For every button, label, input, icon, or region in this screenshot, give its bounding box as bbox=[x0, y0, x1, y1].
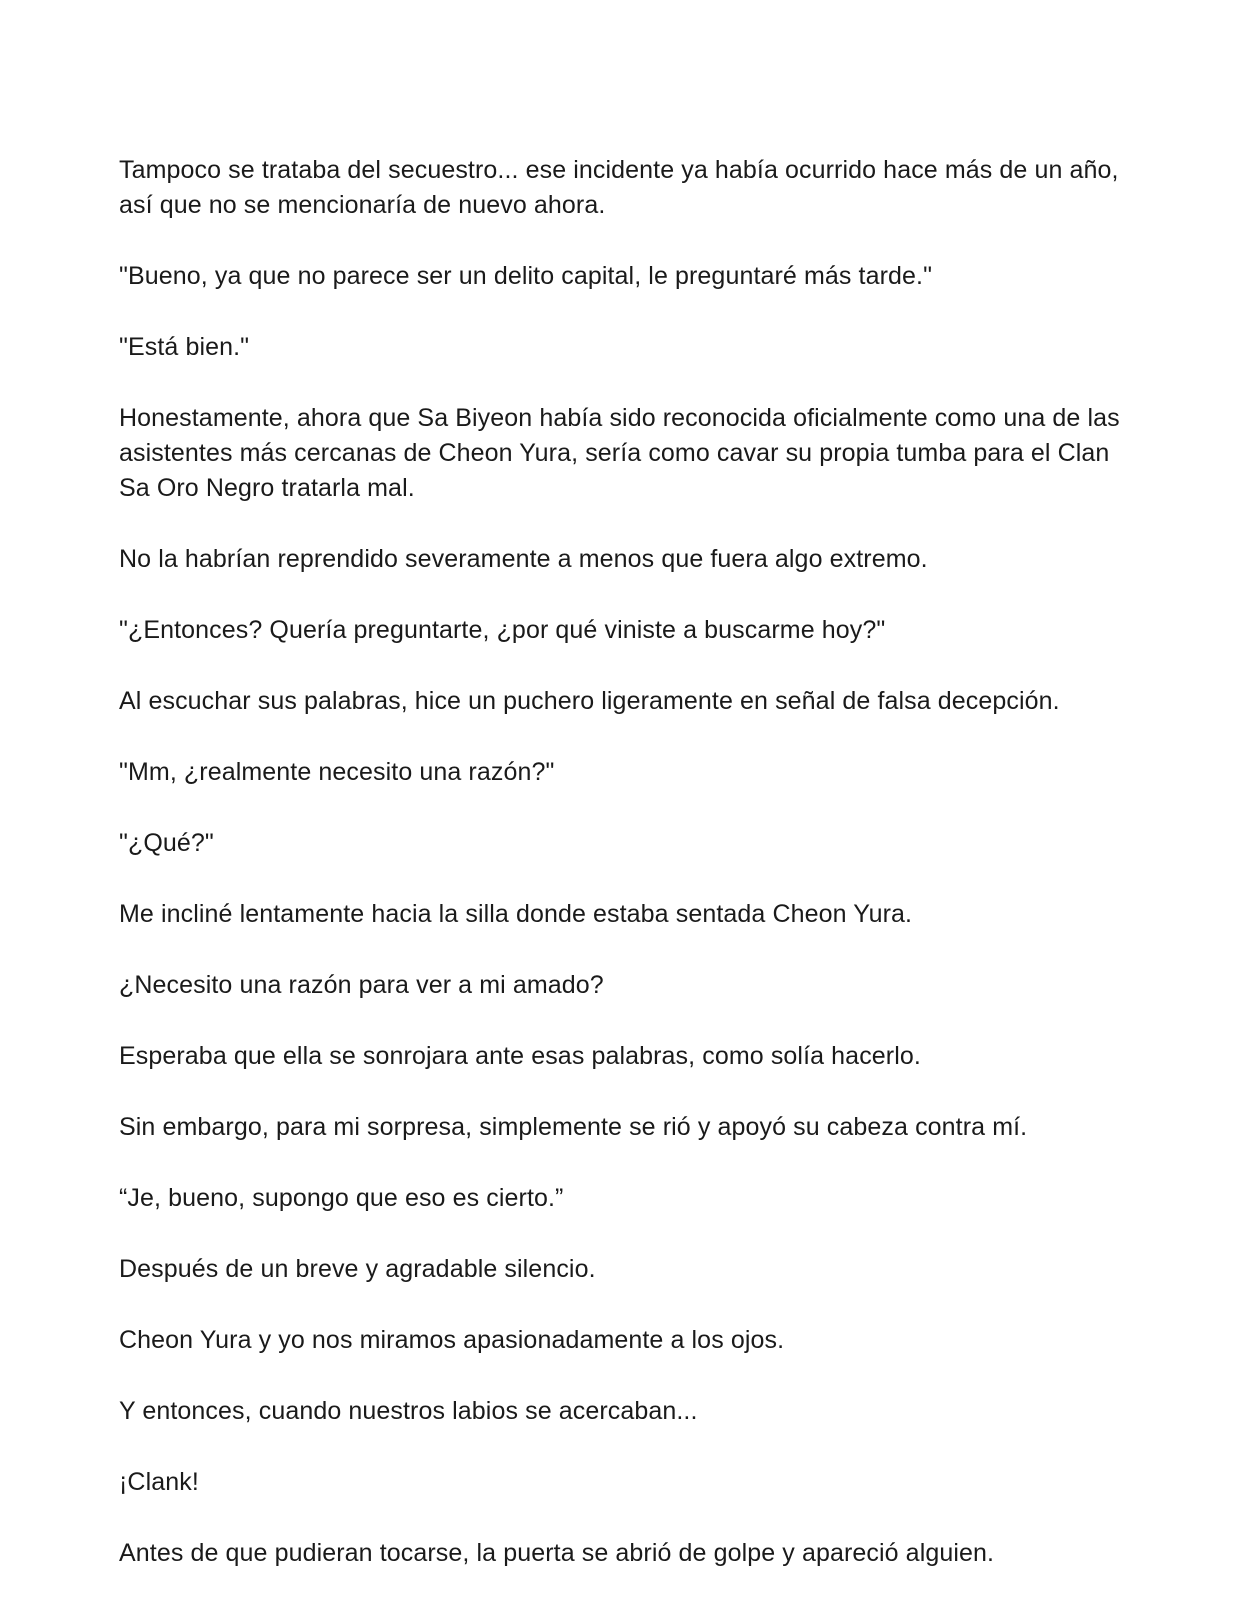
paragraph: Honestamente, ahora que Sa Biyeon había sido reconocida oficialmente como una de las asistentes más cercanas de Cheon Yura, sería como cavar su propia tumba para el Clan Sa Oro Negro tratarla mal. bbox=[119, 404, 1120, 502]
paragraph: No la habrían reprendido severamente a menos que fuera algo extremo. bbox=[119, 545, 928, 573]
paragraph: Sin embargo, para mi sorpresa, simplemente se rió y apoyó su cabeza contra mí. bbox=[119, 1113, 1028, 1141]
paragraph: "Bueno, ya que no parece ser un delito capital, le preguntaré más tarde." bbox=[119, 262, 933, 290]
paragraph: “Je, bueno, supongo que eso es cierto.” bbox=[119, 1184, 564, 1212]
paragraph: ¿Necesito una razón para ver a mi amado? bbox=[119, 971, 604, 999]
paragraph: Esperaba que ella se sonrojara ante esas palabras, como solía hacerlo. bbox=[119, 1042, 921, 1070]
paragraph: Antes de que pudieran tocarse, la puerta se abrió de golpe y apareció alguien. bbox=[119, 1539, 995, 1567]
paragraph: Me incliné lentamente hacia la silla donde estaba sentada Cheon Yura. bbox=[119, 900, 913, 928]
paragraph: "Está bien." bbox=[119, 333, 250, 361]
document-body bbox=[119, 153, 1129, 1607]
paragraph: Cheon Yura y yo nos miramos apasionadamente a los ojos. bbox=[119, 1326, 785, 1354]
paragraph: ¡Clank! bbox=[119, 1468, 199, 1496]
paragraph: Al escuchar sus palabras, hice un puchero ligeramente en señal de falsa decepción. bbox=[119, 687, 1060, 715]
paragraph: "¿Entonces? Quería preguntarte, ¿por qué viniste a buscarme hoy?" bbox=[119, 616, 886, 644]
paragraph: Tampoco se trataba del secuestro... ese incidente ya había ocurrido hace más de un año, así que no se mencionaría de nuevo ahora. bbox=[119, 156, 1119, 219]
paragraph: "Mm, ¿realmente necesito una razón?" bbox=[119, 758, 555, 786]
paragraph: Después de un breve y agradable silencio. bbox=[119, 1255, 596, 1283]
paragraph: Y entonces, cuando nuestros labios se acercaban... bbox=[119, 1397, 698, 1425]
paragraph: "¿Qué?" bbox=[119, 829, 214, 857]
